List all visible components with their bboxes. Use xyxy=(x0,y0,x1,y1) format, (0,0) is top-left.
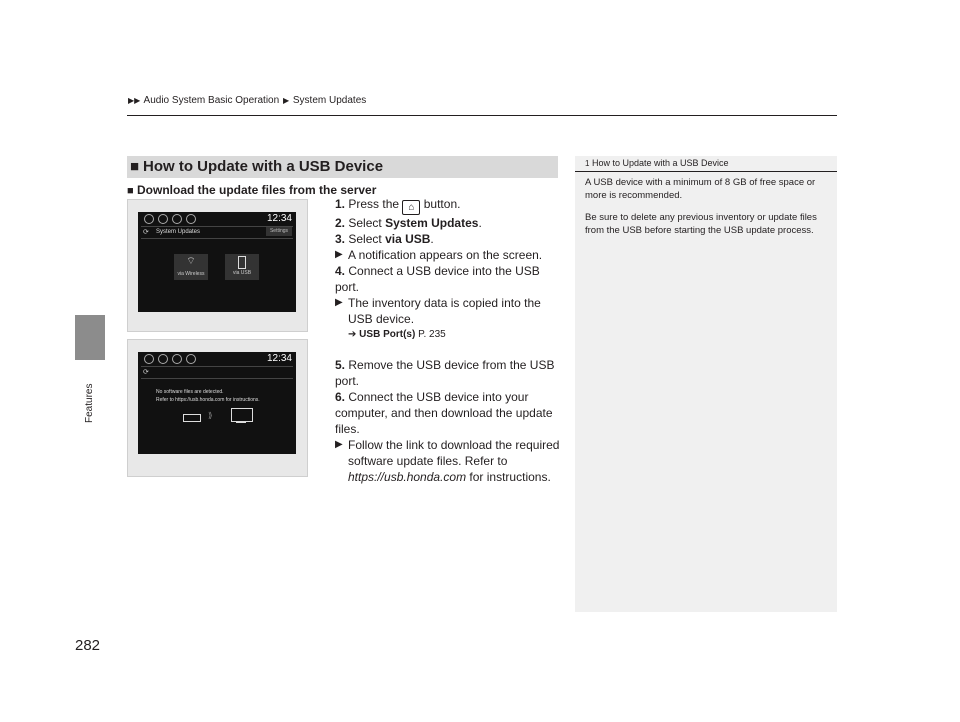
triangle-icon: ▶ xyxy=(335,439,343,450)
wifi-icon: ⌔ xyxy=(186,256,196,267)
clock: 12:34 xyxy=(266,213,292,224)
step-1: 1. Press the ⌂ button. xyxy=(335,197,461,213)
sidebar-text: A USB device with a minimum of 8 GB of free space or more is recommended. Be sure to delete any previous inventory or update files from the USB before starting the USB update process. xyxy=(585,177,817,236)
usb-stick-icon xyxy=(183,414,201,422)
settings-button[interactable]: Settings xyxy=(266,227,292,236)
chapter-label: Features xyxy=(84,383,95,423)
sidebar-rule xyxy=(575,171,837,172)
double-triangle-icon: ▶▶ xyxy=(128,96,141,105)
step-6-result: ▶ Follow the link to download the required software update files. Refer to https://usb.honda.com for instructions. xyxy=(335,438,560,484)
via-usb-tile[interactable]: via USB xyxy=(225,254,259,280)
subheading: ■ Download the update files from the server xyxy=(127,183,377,197)
breadcrumb-item-system-updates[interactable]: System Updates xyxy=(292,95,367,106)
square-bullet-icon: ■ xyxy=(127,185,134,197)
navi-icon xyxy=(158,214,168,224)
usb-stick-icon xyxy=(238,256,246,269)
display-screen xyxy=(138,212,296,312)
status-bar xyxy=(138,212,296,226)
cross-reference[interactable]: ➔ USB Port(s) P. 235 xyxy=(348,329,446,340)
monitor-icon xyxy=(231,408,253,422)
clock: 12:34 xyxy=(266,353,292,364)
phone-icon xyxy=(144,214,154,224)
fav-icon xyxy=(172,214,182,224)
settings-dot-icon xyxy=(186,214,196,224)
step-2: 2. Select System Updates. xyxy=(335,216,482,230)
navi-icon xyxy=(158,354,168,364)
via-wireless-tile[interactable]: ⌔ via Wireless xyxy=(174,254,208,280)
square-bullet-icon: ■ xyxy=(130,158,140,175)
step-6: 6. Connect the USB device into your computer, and then download the update files. xyxy=(335,390,553,436)
triangle-icon: ▶ xyxy=(335,249,343,260)
home-icon: ⌂ xyxy=(402,200,420,215)
screenshot-system-updates xyxy=(127,199,308,332)
step-5: 5. Remove the USB device from the USB port. xyxy=(335,358,555,388)
refresh-icon: ⟳ xyxy=(143,229,149,236)
step-4: 4. Connect a USB device into the USB port. xyxy=(335,264,540,294)
triangle-icon: ▶ xyxy=(335,297,343,308)
page-number: 282 xyxy=(75,637,101,654)
sidebar-title: 1 How to Update with a USB Device xyxy=(585,158,729,168)
fav-icon xyxy=(172,354,182,364)
transfer-arrow-icon: ⟫ xyxy=(208,411,213,420)
step-3-result: ▶ A notification appears on the screen. xyxy=(335,248,543,262)
status-bar xyxy=(138,352,296,366)
header-rule xyxy=(127,115,837,116)
chapter-tab xyxy=(75,315,105,360)
message: No software files are detected. Refer to https://usb.honda.com for instructions. xyxy=(156,389,260,403)
settings-dot-icon xyxy=(186,354,196,364)
section-title: How to Update with a USB Device xyxy=(143,158,384,175)
triangle-icon: ▶ xyxy=(282,96,290,105)
ref-arrow-icon: ➔ xyxy=(348,329,357,340)
phone-icon xyxy=(144,354,154,364)
refresh-icon: ⟳ xyxy=(143,369,149,376)
section-title-bar xyxy=(127,156,558,178)
breadcrumb xyxy=(127,95,366,106)
steps-list xyxy=(335,196,560,485)
screen-title: System Updates xyxy=(156,229,201,235)
display-screen xyxy=(138,352,296,454)
step-3: 3. Select via USB. xyxy=(335,232,434,246)
screenshot-no-files xyxy=(127,339,308,477)
breadcrumb-item-audio[interactable]: Audio System Basic Operation xyxy=(143,95,280,106)
step-4-result: ▶ The inventory data is copied into the USB device. xyxy=(335,296,541,326)
note-marker-icon: 1 xyxy=(585,159,590,168)
